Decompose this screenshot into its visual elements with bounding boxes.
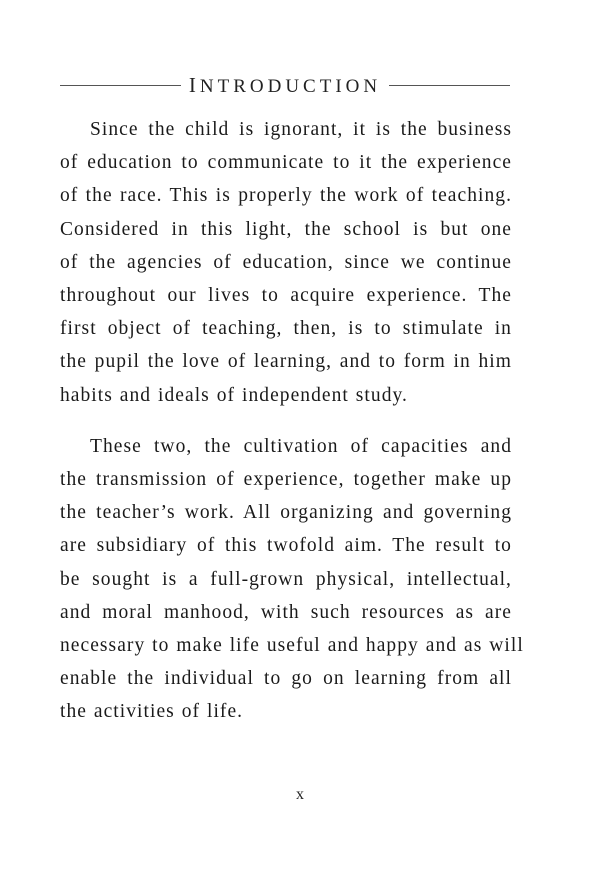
text-line: throughout our lives to acquire experience. The — [60, 285, 512, 307]
text-line: the activities of life. — [60, 701, 244, 723]
text-line: These two, the cultivation of capacities and — [90, 435, 512, 457]
paragraph-2 — [60, 430, 524, 729]
text-line: the pupil the love of learning, and to form in him — [60, 351, 512, 373]
text-line: be sought is a full-grown physical, intellectual, — [60, 568, 512, 590]
text-line: first object of teaching, then, is to stimulate in — [60, 318, 512, 340]
header-rule-left — [60, 85, 181, 86]
text-line: are subsidiary of this twofold aim. The result to — [60, 535, 512, 557]
page-number: x — [296, 786, 304, 803]
chapter-title-initial: I — [188, 72, 200, 97]
text-line: the transmission of experience, together make up — [60, 469, 512, 491]
chapter-header — [60, 72, 510, 98]
chapter-title-rest: NTRODUCTION — [199, 75, 382, 97]
text-line: enable the individual to go on learning from all — [60, 668, 512, 690]
text-line: habits and ideals of independent study. — [60, 384, 408, 406]
text-line: of education to communicate to it the experience — [60, 152, 512, 174]
text-line: the teacher’s work. All organizing and governing — [60, 502, 512, 524]
text-line: of the race. This is properly the work of teaching. — [60, 185, 512, 207]
body-text — [60, 113, 524, 729]
chapter-title — [181, 73, 389, 98]
paragraph-1 — [60, 113, 512, 412]
text-line: necessary to make life useful and happy and as will — [60, 635, 524, 657]
text-line: and moral manhood, with such resources as are — [60, 601, 512, 623]
text-line: of the agencies of education, since we continue — [60, 251, 512, 273]
header-rule-right — [389, 85, 510, 86]
text-line: Considered in this light, the school is but one — [60, 218, 512, 240]
text-line: Since the child is ignorant, it is the business — [90, 119, 512, 140]
